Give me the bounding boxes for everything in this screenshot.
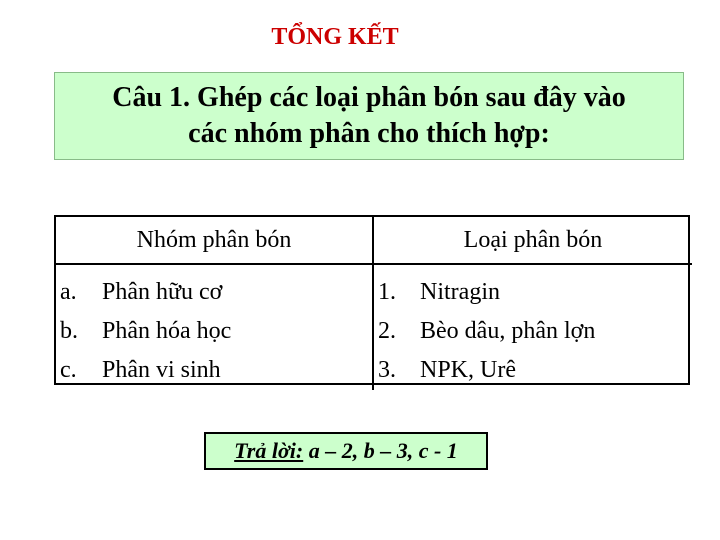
matching-table (54, 215, 690, 385)
item-text: Phân hóa học (102, 318, 232, 344)
header-fertilizer-type: Loại phân bón (374, 217, 692, 265)
item-text: Bèo dâu, phân lợn (420, 318, 596, 344)
list-item (60, 351, 368, 390)
item-marker: c. (60, 357, 77, 383)
list-item (378, 351, 688, 390)
item-marker: 3. (378, 357, 396, 383)
answer-text: a – 2, b – 3, c - 1 (303, 438, 458, 463)
list-item (60, 312, 368, 351)
item-text: Phân hữu cơ (102, 279, 223, 305)
list-item (60, 273, 368, 312)
header-fertilizer-group: Nhóm phân bón (56, 217, 374, 265)
answer-label: Trả lời: (234, 438, 304, 463)
question-text (112, 80, 625, 152)
item-marker: a. (60, 279, 77, 305)
fertilizer-group-list (56, 265, 374, 390)
item-marker: 2. (378, 318, 396, 344)
item-text: Phân vi sinh (102, 357, 221, 383)
slide-title: TỔNG KẾT (271, 24, 399, 50)
item-marker: b. (60, 318, 78, 344)
answer-box (204, 432, 488, 470)
item-text: NPK, Urê (420, 357, 516, 383)
question-box (54, 72, 684, 160)
question-line-2: các nhóm phân cho thích hợp: (188, 118, 550, 149)
fertilizer-type-list (374, 265, 692, 390)
item-text: Nitragin (420, 279, 500, 305)
question-line-1: Câu 1. Ghép các loại phân bón sau đây vào (112, 82, 626, 113)
list-item (378, 273, 688, 312)
list-item (378, 312, 688, 351)
item-marker: 1. (378, 279, 396, 305)
